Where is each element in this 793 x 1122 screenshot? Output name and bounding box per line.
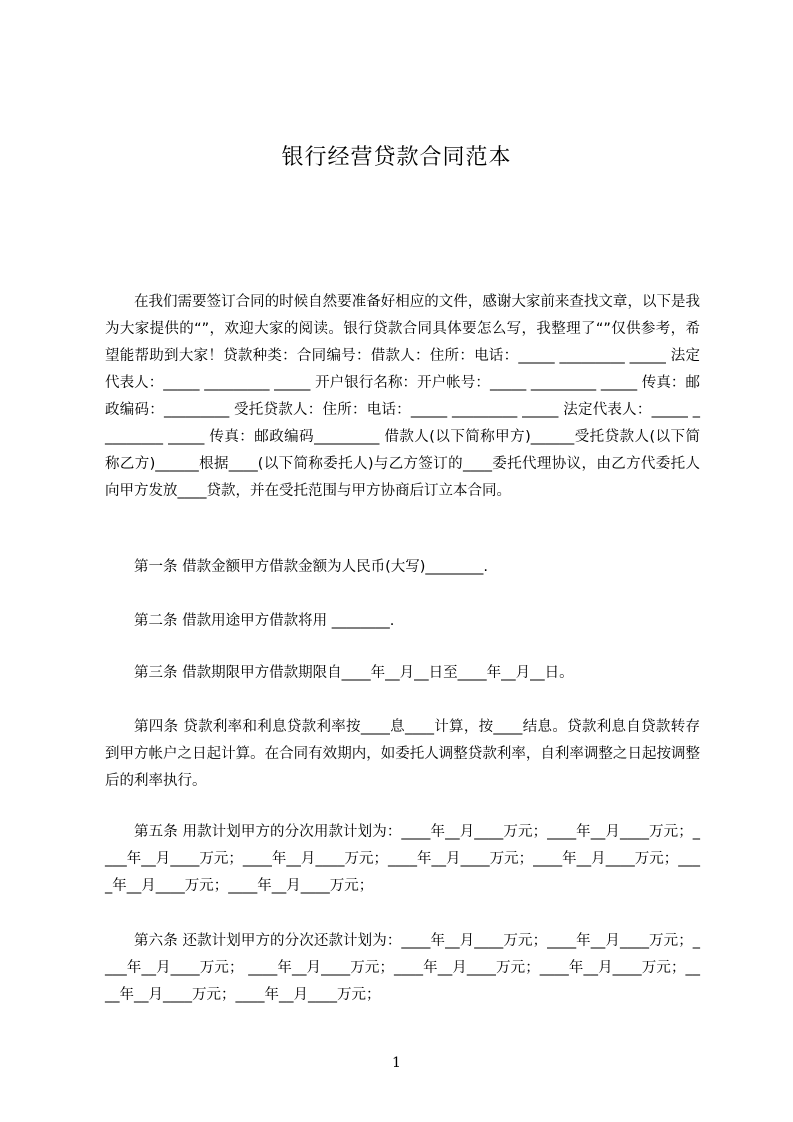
article-1: 第一条 借款金额甲方借款金额为人民币(大写)________. <box>134 559 489 575</box>
article-2: 第二条 借款用途甲方借款将用 ________. <box>134 613 395 629</box>
document-title: 银行经营贷款合同范本 <box>281 145 512 170</box>
article-4: 第四条 贷款利率和利息贷款利率按____息____计算，按____结息。贷款利息自贷款转存到甲方帐户之日起计算。在合同有效期内，如委托人调整贷款利率，自利率调整之日起按调整后的利率执行。 <box>105 719 700 789</box>
article-6: 第六条 还款计划甲方的分次还款计划为：____年__月____万元；____年__月____万元；____年__月____万元； ____年__月____万元；____年__月____万元；____年__月____万元；____年__月____万元；____年__月____万元； <box>105 933 700 1003</box>
intro-paragraph: 在我们需要签订合同的时候自然要准备好相应的文件，感谢大家前来查找文章，以下是我为大家提供的“”，欢迎大家的阅读。银行贷款合同具体要怎么写，我整理了“”仅供参考，希望能帮助到大家！贷款种类：合同编号：借款人：住所：电话：_____ _________ _____ 法定代表人：_____ _________ _____ 开户银行名称：开户帐号：_____ _________ _____ 传真：邮政编码：_________ 受托贷款人：住所：电话：_____ _________ _____ 法定代表人：_____ _________ _____ 传真：邮政编码_________ 借款人(以下简称甲方)______受托贷款人(以下简称乙方)______根据____(以下简称委托人)与乙方签订的____委托代理协议，由乙方代委托人向甲方发放____贷款，并在受托范围与甲方协商后订立本合同。 <box>105 294 700 499</box>
page-number: 1 <box>392 1055 401 1071</box>
article-3: 第三条 借款期限甲方借款期限自____年__月__日至____年__月__日。 <box>134 665 574 681</box>
article-5: 第五条 用款计划甲方的分次用款计划为：____年__月____万元；____年__月____万元；____年__月____万元；____年__月____万元；____年__月____万元；____年__月____万元；____年__月____万元；____年__月____万元； <box>105 824 700 894</box>
